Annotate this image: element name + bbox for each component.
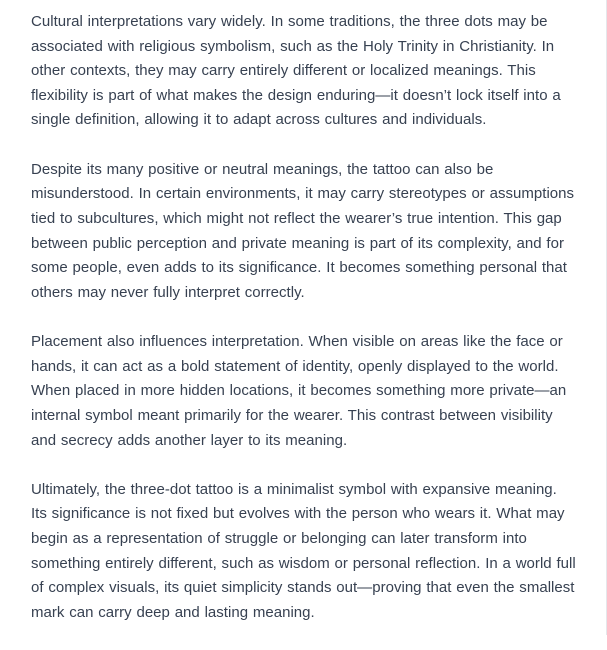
paragraph-ultimately: Ultimately, the three-dot tattoo is a minimalist symbol with expansive meaning. Its significance is not fixed but evolves with the person who wears it. What may begin as a representation of struggle or belonging can later transform into something entirely different, such as wisdom or personal reflection. In a world full of complex visuals, its quiet simplicity stands out—proving that even the smallest mark can carry deep and lasting meaning. [31,480,576,621]
article-body [31,10,577,650]
paragraph-cultural-interpretations: Cultural interpretations vary widely. In some traditions, the three dots may be associated with religious symbolism, such as the Holy Trinity in Christianity. In other contexts, they may carry entirely different or localized meanings. This flexibility is part of what makes the design enduring—it doesn’t lock itself into a single definition, allowing it to adapt across cultures and individuals. [31,13,561,129]
paragraph-misunderstood: Despite its many positive or neutral meanings, the tattoo can also be misunderstood. In certain environments, it may carry stereotypes or assumptions tied to subcultures, which might not reflect the wearer’s true intention. This gap between public perception and private meaning is part of its complexity, and for some people, even adds to its significance. It becomes something personal that others may never fully interpret correctly. [31,160,575,301]
paragraph-placement: Placement also influences interpretation. When visible on areas like the face or hands, it can act as a bold statement of identity, openly displayed to the world. When placed in more hidden locations, it becomes something more private—an internal symbol meant primarily for the wearer. This contrast between visibility and secrecy adds another layer to its meaning. [31,333,567,449]
